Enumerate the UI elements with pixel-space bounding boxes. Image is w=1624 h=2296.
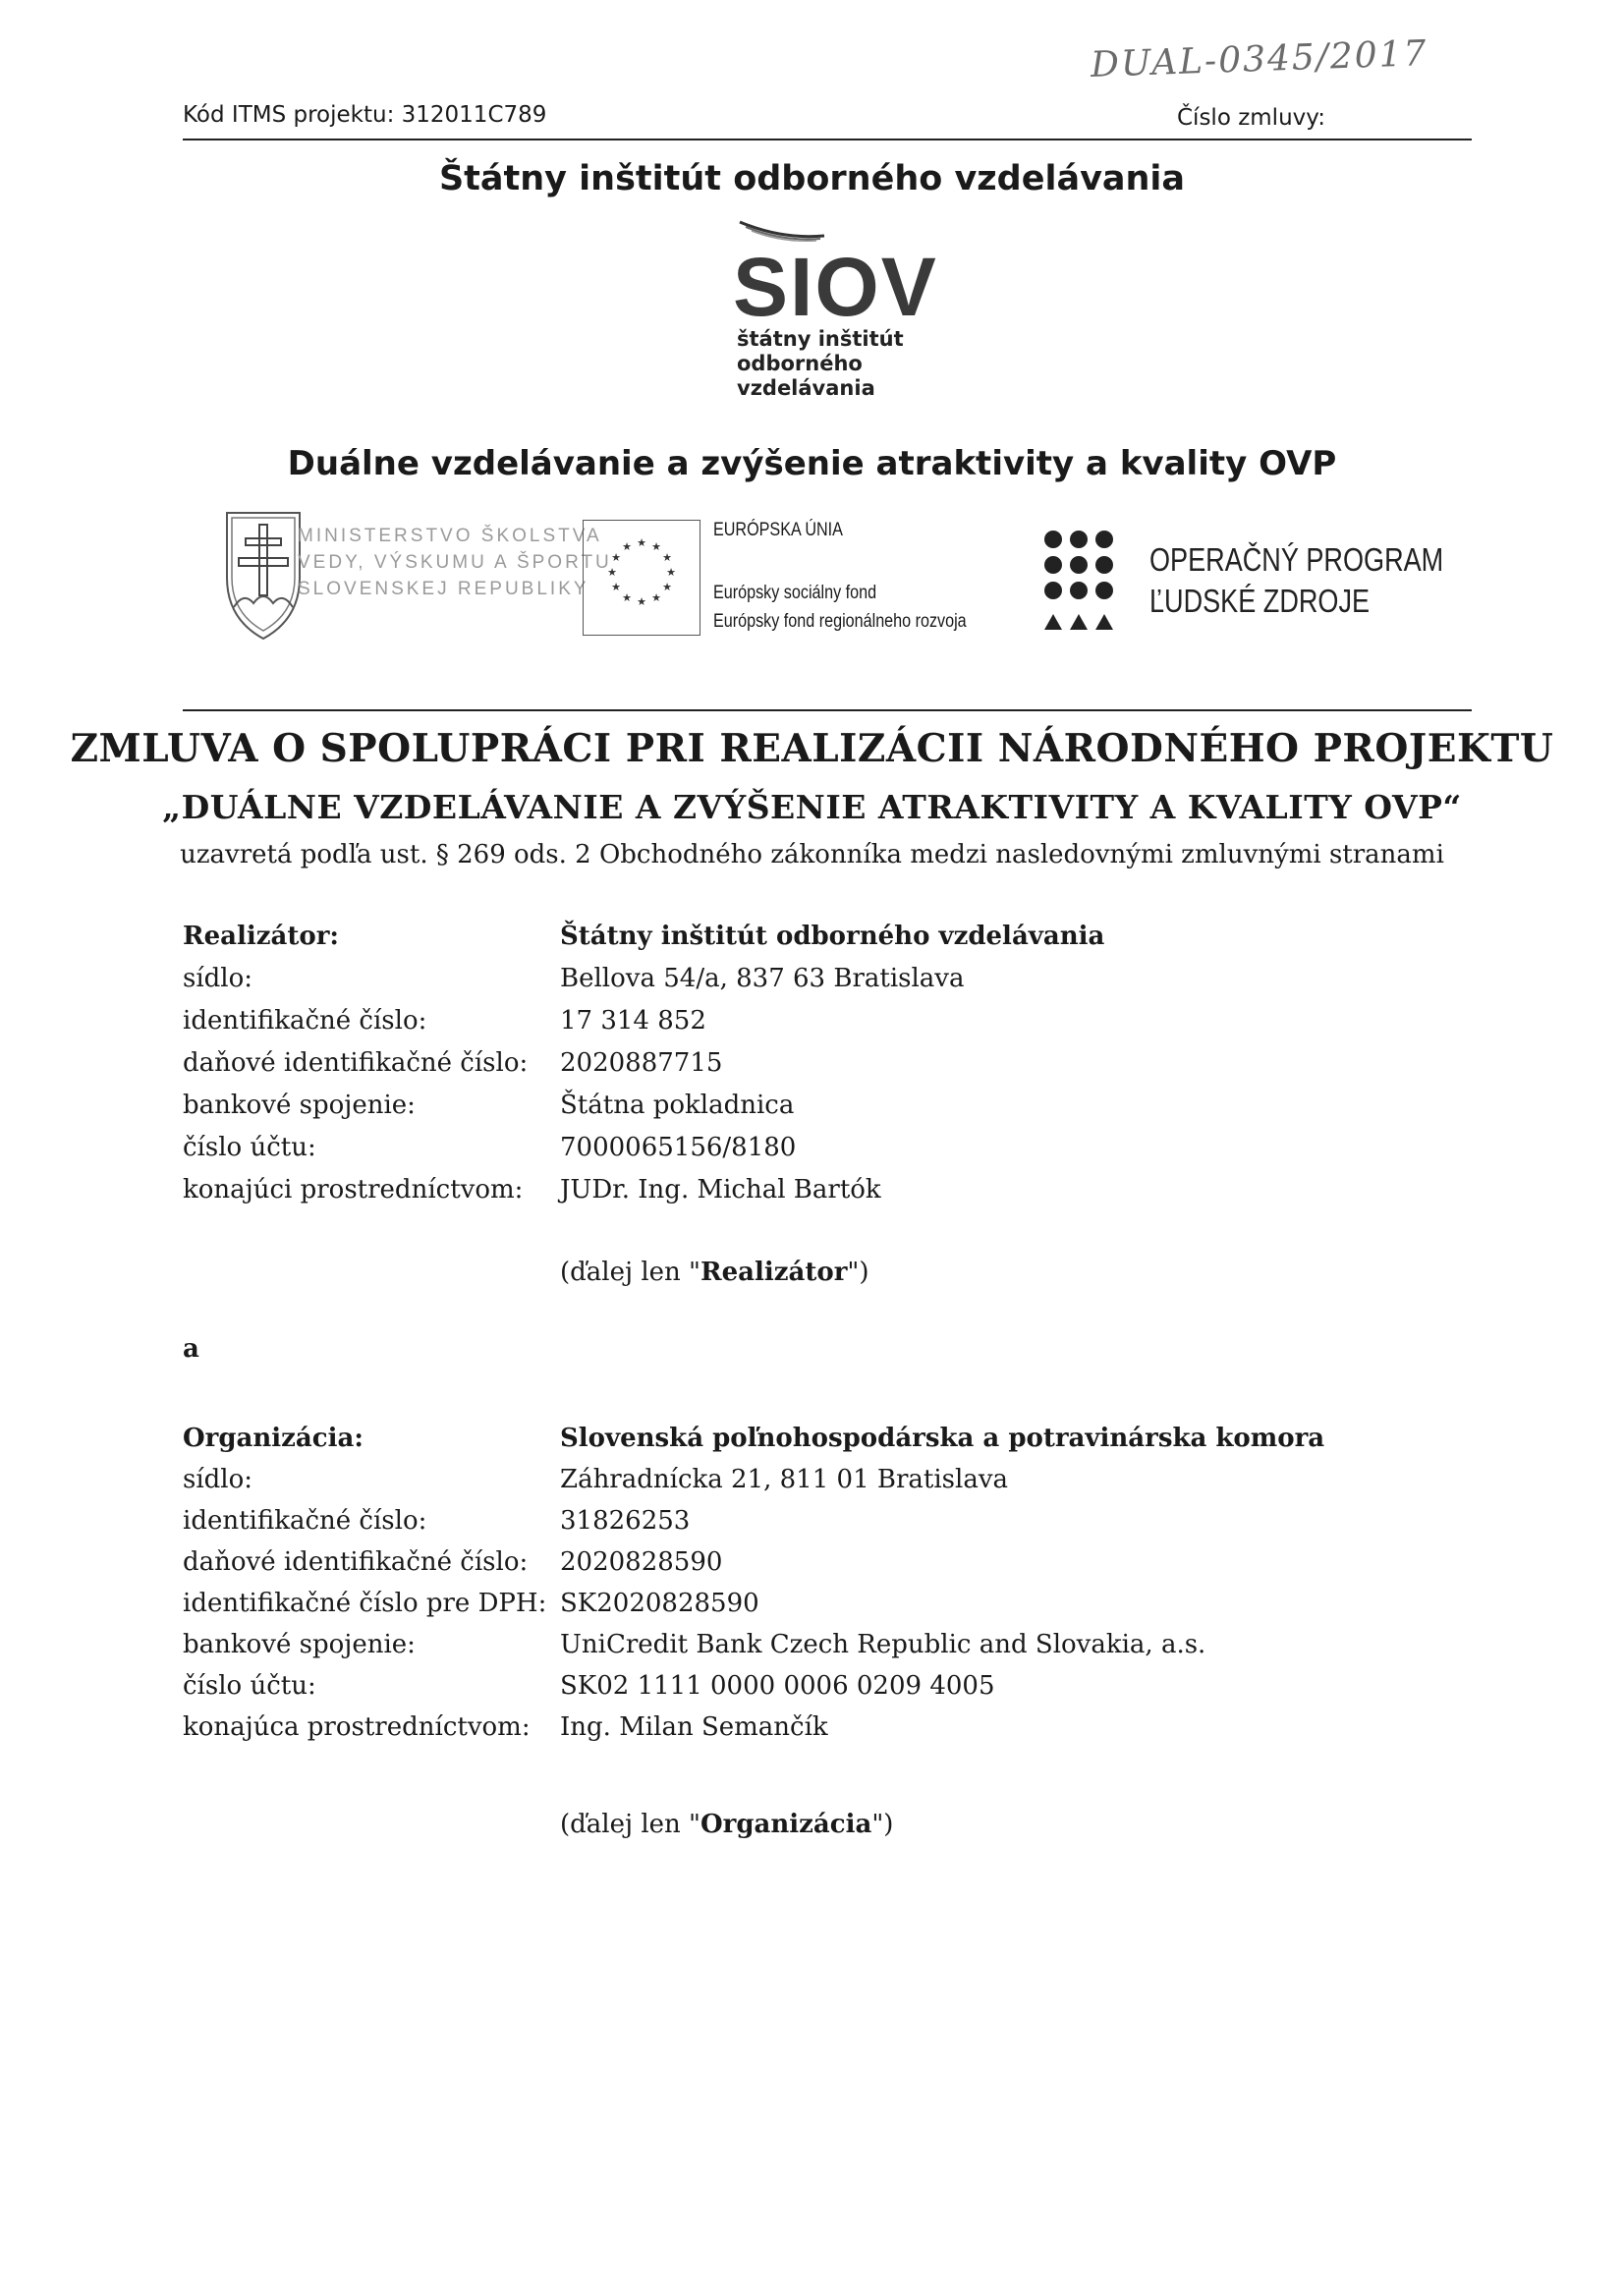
ministry-line: SLOVENSKEJ REPUBLIKY bbox=[298, 579, 589, 599]
contract-intro: uzavretá podľa ust. § 269 ods. 2 Obchodného zákonníka medzi nasledovnými zmluvnými stranami bbox=[180, 840, 1444, 869]
party-value: Slovenská poľnohospodárska a potravinárska komora bbox=[560, 1424, 1325, 1453]
party-label: číslo účtu: bbox=[183, 1671, 316, 1701]
party-label: konajúca prostredníctvom: bbox=[183, 1712, 531, 1742]
svg-text:★: ★ bbox=[622, 540, 632, 553]
itms-code: Kód ITMS projektu: 312011C789 bbox=[183, 102, 547, 128]
party-value: 7000065156/8180 bbox=[560, 1133, 797, 1162]
party-value: UniCredit Bank Czech Republic and Slovakia, a.s. bbox=[560, 1630, 1206, 1659]
party-label: daňové identifikačné číslo: bbox=[183, 1048, 529, 1078]
party-value: Bellova 54/a, 837 63 Bratislava bbox=[560, 964, 965, 993]
eu-title: EURÓPSKA ÚNIA bbox=[713, 520, 843, 540]
svg-text:★: ★ bbox=[637, 536, 646, 549]
party-value: JUDr. Ing. Michal Bartók bbox=[560, 1175, 881, 1204]
party-value: Ing. Milan Semančík bbox=[560, 1712, 828, 1742]
siov-subtitle-line: vzdelávania bbox=[737, 376, 875, 400]
eu-fund-regional: Európsky fond regionálneho rozvoja bbox=[713, 611, 967, 632]
party-label: sídlo: bbox=[183, 964, 253, 993]
contract-title: ZMLUVA O SPOLUPRÁCI PRI REALIZÁCII NÁRODNÉHO PROJEKTU bbox=[70, 726, 1554, 771]
svg-text:★: ★ bbox=[651, 591, 661, 604]
party-label: číslo účtu: bbox=[183, 1133, 316, 1162]
svg-text:★: ★ bbox=[607, 566, 617, 579]
slovak-coat-of-arms-icon bbox=[224, 509, 303, 656]
party-label: identifikačné číslo: bbox=[183, 1006, 427, 1036]
organizacia-reference bbox=[560, 1810, 893, 1839]
party-label: identifikačné číslo pre DPH: bbox=[183, 1589, 547, 1618]
ministry-line: VEDY, VÝSKUMU A ŠPORTU bbox=[298, 552, 612, 573]
party-value: Štátny inštitút odborného vzdelávania bbox=[560, 922, 1105, 951]
siov-logo-subtitle bbox=[737, 327, 904, 401]
party-label: Organizácia: bbox=[183, 1424, 364, 1453]
svg-text:★: ★ bbox=[637, 595, 646, 608]
siov-logo-word: SIOV bbox=[733, 241, 938, 333]
project-title: Duálne vzdelávanie a zvýšenie atraktivity a kvality OVP bbox=[287, 444, 1337, 483]
ministry-line: MINISTERSTVO ŠKOLSTVA bbox=[298, 526, 602, 546]
party-label: konajúci prostredníctvom: bbox=[183, 1175, 524, 1204]
op-line: ĽUDSKÉ ZDROJE bbox=[1149, 583, 1371, 619]
svg-text:★: ★ bbox=[611, 581, 621, 593]
ministry-text bbox=[298, 523, 612, 602]
svg-text:★: ★ bbox=[662, 581, 672, 593]
party-label: bankové spojenie: bbox=[183, 1091, 416, 1120]
ref-prefix: (ďalej len " bbox=[560, 1258, 700, 1287]
siov-subtitle-line: odborného bbox=[737, 352, 863, 375]
ref-name: Organizácia bbox=[700, 1810, 872, 1839]
eu-flag-box bbox=[583, 520, 700, 636]
party-label: identifikačné číslo: bbox=[183, 1506, 427, 1536]
ref-prefix: (ďalej len " bbox=[560, 1810, 700, 1839]
contract-subtitle: „DUÁLNE VZDELÁVANIE A ZVÝŠENIE ATRAKTIVITY A KVALITY OVP“ bbox=[162, 788, 1462, 826]
svg-text:★: ★ bbox=[622, 591, 632, 604]
op-title bbox=[1149, 539, 1443, 622]
party-label: sídlo: bbox=[183, 1465, 253, 1494]
svg-text:★: ★ bbox=[666, 566, 676, 579]
header-divider bbox=[183, 139, 1472, 140]
siov-subtitle-line: štátny inštitút bbox=[737, 327, 904, 351]
logos-divider bbox=[183, 709, 1472, 711]
realizator-reference bbox=[560, 1258, 869, 1287]
handwritten-contract-number: DUAL-0345/2017 bbox=[1090, 33, 1429, 85]
party-value: SK02 1111 0000 0006 0209 4005 bbox=[560, 1671, 995, 1701]
ref-suffix: ") bbox=[871, 1810, 894, 1839]
svg-text:★: ★ bbox=[611, 551, 621, 564]
party-value: Štátna pokladnica bbox=[560, 1091, 795, 1120]
eu-fund-social: Európsky sociálny fond bbox=[713, 583, 877, 603]
institute-title: Štátny inštitút odborného vzdelávania bbox=[438, 159, 1186, 198]
party-value: 17 314 852 bbox=[560, 1006, 706, 1036]
ref-name: Realizátor bbox=[700, 1258, 848, 1287]
op-line: OPERAČNÝ PROGRAM bbox=[1149, 541, 1444, 578]
party-value: SK2020828590 bbox=[560, 1589, 759, 1618]
party-label: bankové spojenie: bbox=[183, 1630, 416, 1659]
party-label: Realizátor: bbox=[183, 922, 340, 951]
party-label: daňové identifikačné číslo: bbox=[183, 1547, 529, 1577]
party-value: Záhradnícka 21, 811 01 Bratislava bbox=[560, 1465, 1009, 1494]
svg-text:★: ★ bbox=[651, 540, 661, 553]
ref-suffix: ") bbox=[847, 1258, 869, 1287]
svg-text:★: ★ bbox=[662, 551, 672, 564]
eu-stars-icon bbox=[584, 521, 700, 635]
op-dots-icon bbox=[1041, 528, 1120, 634]
party-value: 2020887715 bbox=[560, 1048, 723, 1078]
contract-number-label: Číslo zmluvy: bbox=[1177, 105, 1325, 131]
party-value: 2020828590 bbox=[560, 1547, 723, 1577]
party-value: 31826253 bbox=[560, 1506, 691, 1536]
conjunction: a bbox=[183, 1334, 199, 1364]
